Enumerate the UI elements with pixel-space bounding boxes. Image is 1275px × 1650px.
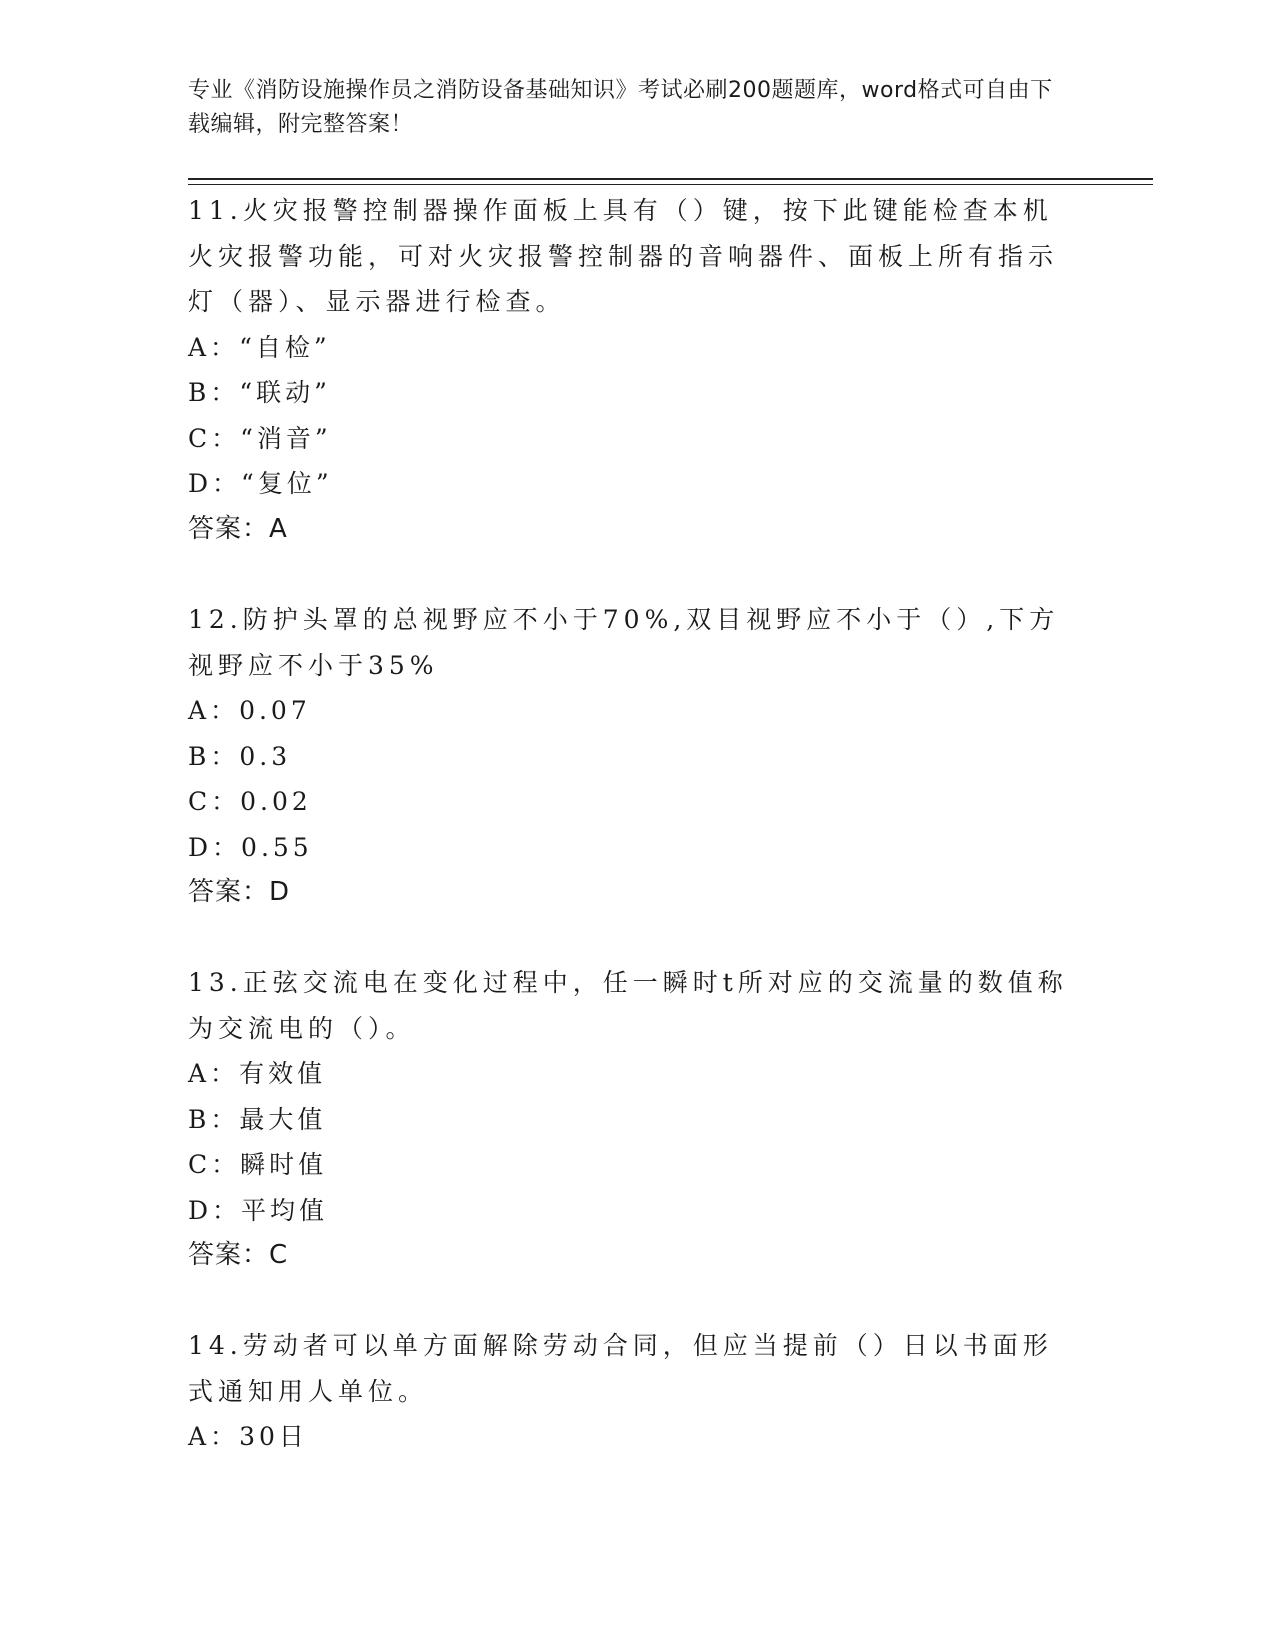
option-a — [188, 1051, 1068, 1097]
option-text: “自检” — [239, 332, 331, 362]
document-header: 专业《消防设施操作员之消防设备基础知识》考试必刷200题题库，word格式可自由下载编辑，附完整答案！ — [188, 78, 1053, 137]
option-key: B： — [188, 741, 240, 771]
option-text: 有效值 — [239, 1059, 327, 1088]
question-14 — [188, 1323, 1068, 1460]
option-key: A： — [188, 332, 240, 362]
option-key: B： — [188, 378, 240, 407]
option-text: 0.02 — [240, 787, 312, 816]
option-key: A： — [188, 1422, 240, 1451]
question-stem: 12.防护头罩的总视野应不小于70%,双目视野应不小于（）,下方视野应不小于35% — [188, 605, 1060, 680]
option-c — [188, 416, 1068, 462]
option-key: D： — [188, 1195, 242, 1225]
option-c — [188, 1142, 1068, 1188]
answer-line: 答案：A — [188, 513, 288, 544]
option-key: B： — [188, 1104, 240, 1134]
option-c — [188, 779, 1068, 825]
header-divider-thin — [188, 184, 1153, 185]
option-text: 0.55 — [241, 832, 313, 862]
option-key: D： — [188, 832, 242, 862]
header-divider-thick — [188, 178, 1153, 180]
option-text: 瞬时值 — [240, 1150, 328, 1179]
question-12 — [188, 597, 1068, 916]
answer-line: 答案：C — [188, 1240, 289, 1270]
option-key: C： — [188, 423, 241, 453]
question-13 — [188, 960, 1068, 1279]
option-key: A： — [188, 1059, 240, 1088]
option-text: 最大值 — [239, 1104, 327, 1134]
option-text: “联动” — [239, 378, 331, 407]
option-key: C： — [188, 787, 241, 816]
option-key: D： — [188, 469, 242, 498]
option-text: 0.07 — [239, 696, 311, 725]
option-a — [188, 325, 1068, 371]
option-text: “消音” — [240, 423, 332, 453]
option-text: “复位” — [241, 469, 333, 498]
option-key: A： — [188, 696, 240, 725]
question-stem: 11.火灾报警控制器操作面板上具有（）键，按下此键能检查本机火灾报警功能，可对火灾报警控制器的音响器件、面板上所有指示灯（器）、显示器进行检查。 — [188, 196, 1059, 316]
option-d — [188, 825, 1068, 871]
option-text: 30日 — [239, 1422, 308, 1451]
option-b — [188, 1097, 1068, 1143]
option-b — [188, 734, 1068, 780]
option-text: 0.3 — [239, 741, 292, 771]
option-b — [188, 370, 1068, 416]
question-stem: 14.劳动者可以单方面解除劳动合同，但应当提前（）日以书面形式通知用人单位。 — [188, 1331, 1053, 1406]
option-key: C： — [188, 1150, 241, 1179]
option-d — [188, 461, 1068, 507]
option-a — [188, 1414, 1068, 1460]
option-d — [188, 1188, 1068, 1234]
question-11 — [188, 188, 1068, 552]
question-stem: 13.正弦交流电在变化过程中，任一瞬时t所对应的交流量的数值称为交流电的（）。 — [188, 968, 1068, 1043]
option-text: 平均值 — [241, 1195, 329, 1225]
option-a — [188, 688, 1068, 734]
answer-line: 答案：D — [188, 877, 291, 907]
